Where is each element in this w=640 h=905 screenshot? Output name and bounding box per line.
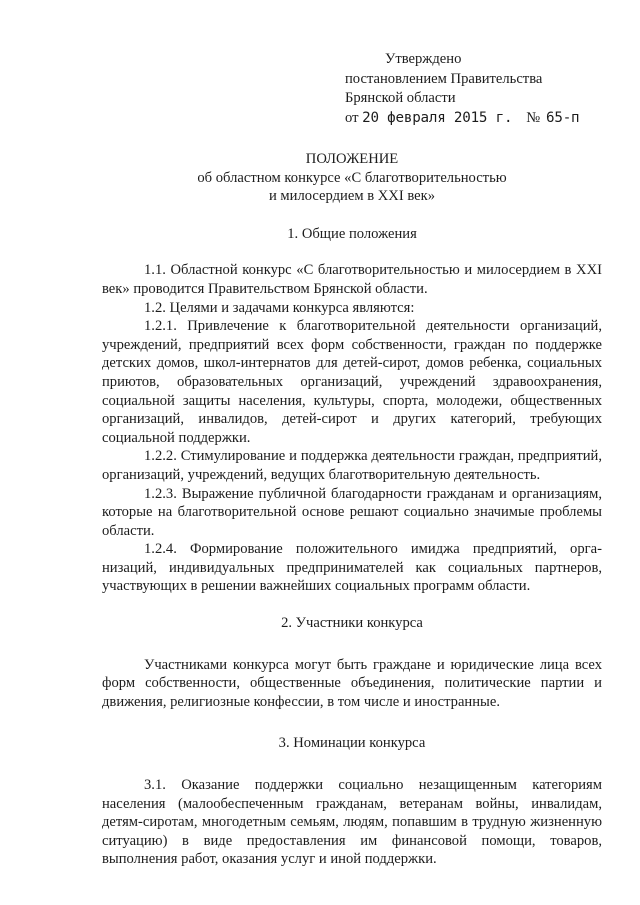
approval-line-resolution: постановлением Правительства xyxy=(345,70,543,87)
document-subtitle-line-2: и милосердием в XXI век» xyxy=(268,188,436,205)
section-heading-general: 1. Общие положения xyxy=(287,225,417,242)
paragraph-1-2-2: 1.2.2. Стимулирование и поддержка деятельности граждан, предприятий, организаций, учреждений, ведущих благотворительную деятельность. xyxy=(102,448,602,483)
paragraph-1-2-4: 1.2.4. Формирование положительного имиджа предприятий, организаций, индивидуальных предпринимателей как социальных партнеров, участвующих в решении важнейших социальных программ области. xyxy=(102,541,602,595)
approval-line-region: Брянской области xyxy=(345,90,456,106)
approval-date-stamp xyxy=(362,110,579,126)
approval-date-value: 20 февраля 2015 г. xyxy=(362,109,513,126)
approval-number-sign: № xyxy=(526,109,541,126)
paragraph-1-2: 1.2. Целями и задачами конкурса являются: xyxy=(144,299,415,316)
paragraph-1-2-1: 1.2.1. Привлечение к благотворительной деятельности организаций, учреждений, предприятий всех форм собственности, граждан по поддержке детских домов, школ-интернатов для детей-сирот, домов ребенка, социальных приютов, образовательных организаций, учреждений здравоохранения, социальной защиты населения, культуры, спорта, молодежи, общественных организаций, инвалидов, детей-сирот и других категорий, требующих социальной поддержки. xyxy=(102,318,602,446)
section-heading-nominations: 3. Номинации конкурса xyxy=(278,735,426,752)
document-body xyxy=(102,150,602,869)
paragraph-2: Участниками конкурса могут быть граждане и юридические лица всех форм собственности, общественные объединения, политические партии и движения, религиозные конфессии, в том числе и иностранные. xyxy=(102,656,602,710)
approval-date-line xyxy=(345,109,625,129)
paragraph-1-1: 1.1. Областной конкурс «С благотворительностью и милосердием в XXI век» проводится Правительством Брянской области. xyxy=(102,262,602,297)
approval-number-value: 65-п xyxy=(546,109,580,126)
approval-line-approved: Утверждено xyxy=(385,51,462,67)
approval-block xyxy=(345,50,625,128)
document-subtitle-line-1: об областном конкурсе «С благотворительностью xyxy=(197,169,507,186)
document-title: ПОЛОЖЕНИЕ xyxy=(305,151,399,167)
approval-date-prefix: от xyxy=(345,109,359,126)
paragraph-1-2-3: 1.2.3. Выражение публичной благодарности гражданам и организациям, которые на благотворительной основе решают социально значимые проблемы области. xyxy=(102,485,602,539)
section-heading-participants: 2. Участники конкурса xyxy=(281,615,423,632)
paragraph-3-1: 3.1. Оказание поддержки социально незащищенным категориям населения (малообеспеченным гражданам, ветеранам войны, инвалидам, детям-сиротам, многодетным семьям, людям, попавшим в трудную жизненную ситуацию) в виде предоставления им финансовой помощи, товаров, выполнения работ, оказания услуг и иной поддержки. xyxy=(102,777,602,868)
